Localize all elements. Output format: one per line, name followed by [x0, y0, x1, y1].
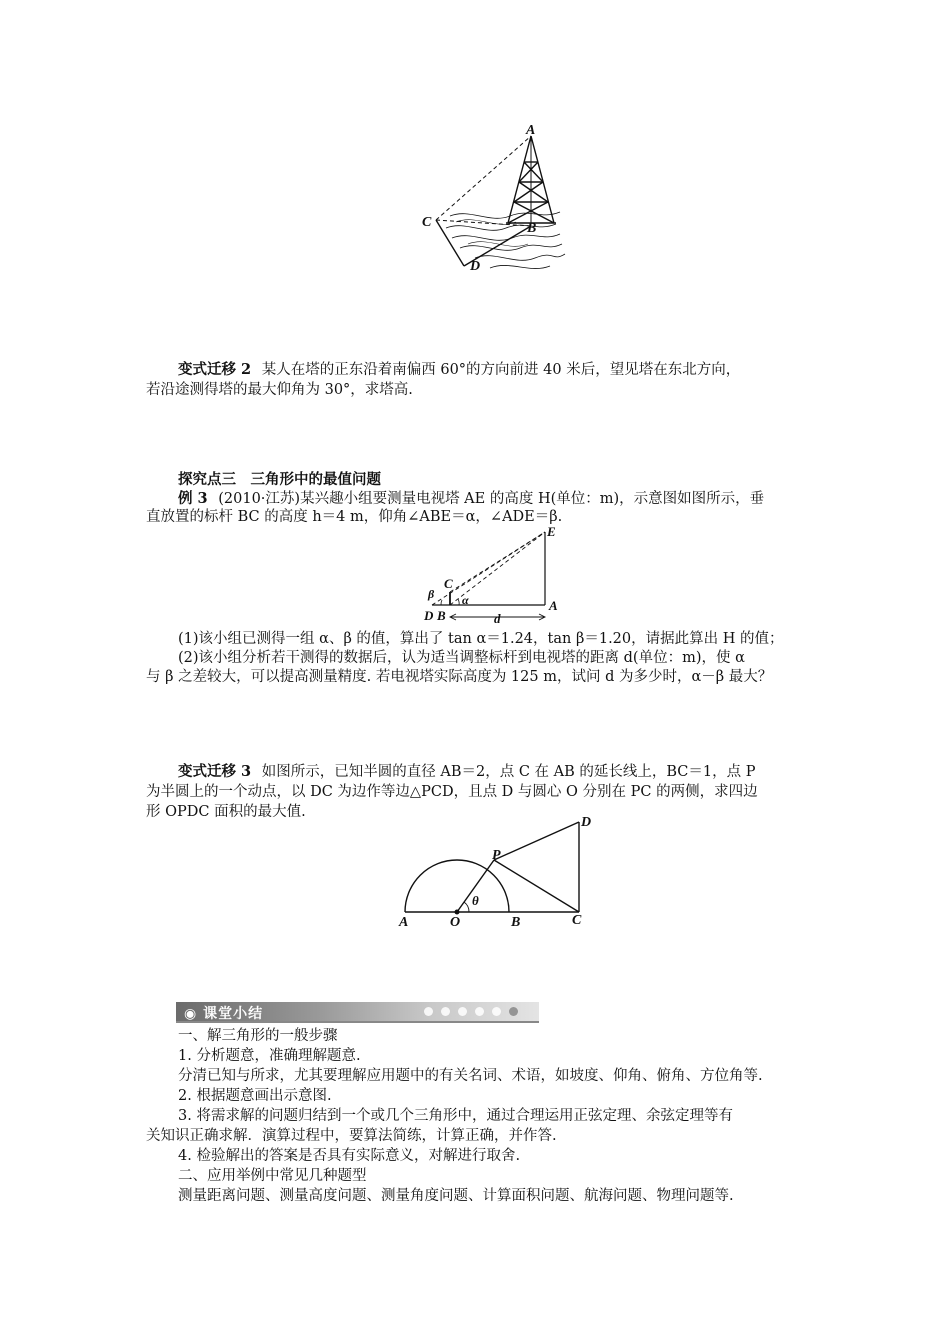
variant2-title: 变式迁移 2 [178, 361, 252, 378]
fig3-label-c: C [572, 913, 582, 928]
segment-pd [494, 822, 579, 860]
segment-pc [494, 860, 579, 912]
summary-banner [176, 1002, 539, 1023]
variant3-line1 [178, 762, 755, 782]
fig3-label-b: B [511, 915, 521, 930]
fig2-label-e: E [547, 524, 556, 539]
fig1-label-b: B [527, 221, 537, 236]
fig2-label-d: D [424, 608, 434, 623]
fig2-label-c: C [444, 576, 453, 591]
tv-tower-figure [420, 522, 570, 624]
sight-c-e [450, 532, 545, 592]
sight-line-ca [436, 136, 531, 220]
fig3-label-d: D [581, 815, 592, 830]
banner-dot-2 [441, 1007, 450, 1016]
banner-dot-3 [458, 1007, 467, 1016]
fig3-label-theta: θ [472, 893, 479, 908]
example3-q2b: 与 β 之差较大，可以提高测量精度. 若电视塔实际高度为 125 m，试问 d 为多少时，α－β 最大？ [146, 669, 773, 685]
summary-h1: 一、解三角形的一般步骤 [178, 1028, 338, 1044]
variant3-line3: 形 OPDC 面积的最大值. [146, 804, 306, 820]
summary-h2: 二、应用举例中常见几种题型 [178, 1168, 367, 1184]
semicircle-figure [395, 812, 605, 932]
summary-s3b: 关知识正确求解．演算过程中，要算法简练，计算正确，并作答. [146, 1128, 557, 1144]
banner-dot-5 [492, 1007, 501, 1016]
fig2-label-b: B [437, 608, 446, 623]
center-o-dot [455, 910, 460, 915]
fig3-label-o: O [450, 915, 461, 930]
summary-s3a: 3. 将需求解的问题归结到一个或几个三角形中，通过合理运用正弦定理、余弦定理等有 [178, 1108, 733, 1124]
tower-left-leg [508, 136, 531, 223]
example3-text1: (2010·江苏)某兴趣小组要测量电视塔 AE 的高度 H(单位：m)，示意图如图所示，垂 [218, 491, 765, 507]
section3-title: 探究点三 三角形中的最值问题 [178, 471, 381, 488]
variant3-text1: 如图所示，已知半圆的直径 AB＝2，点 C 在 AB 的延长线上，BC＝1，点 P [261, 764, 756, 780]
fig2-label-beta: β [428, 587, 435, 601]
fig2-label-dist: d [494, 611, 501, 626]
example3-label: 例 3 [178, 490, 208, 507]
fig3-label-p: P [492, 848, 501, 863]
fig2-label-alpha: α [462, 593, 469, 607]
summary-s2: 2. 根据题意画出示意图. [178, 1088, 332, 1104]
fig1-label-a: A [526, 123, 536, 138]
fig1-label-c: C [422, 215, 432, 230]
variant3-title: 变式迁移 3 [178, 763, 252, 780]
variant3-line2: 为半圆上的一个动点，以 DC 为边作等边△PCD，且点 D 与圆心 O 分别在 PC 的两侧，求四边 [146, 784, 758, 800]
example3-line2: 直放置的标杆 BC 的高度 h＝4 m，仰角∠ABE＝α，∠ADE＝β. [146, 509, 563, 525]
tower-right-leg [531, 136, 554, 223]
summary-header: ◉ 课堂小结 [184, 1006, 264, 1022]
semicircle-arc [405, 860, 509, 912]
example3-q1: (1)该小组已测得一组 α、β 的值，算出了 tan α＝1.24，tan β＝1.20，请据此算出 H 的值； [178, 631, 784, 647]
tower-figure [420, 120, 570, 280]
summary-s4: 4. 检验解出的答案是否具有实际意义，对解进行取舍. [178, 1148, 521, 1164]
banner-dot-4 [475, 1007, 484, 1016]
summary-s1: 1. 分析题意，准确理解题意. [178, 1048, 361, 1064]
example3-line1 [178, 489, 764, 509]
banner-dot-6 [509, 1007, 518, 1016]
variant2-line2: 若沿途测得塔的最大仰角为 30°，求塔高. [146, 382, 413, 398]
fig3-label-a: A [399, 915, 409, 930]
variant2-text1: 某人在塔的正东沿着南偏西 60°的方向前进 40 米后，望见塔在东北方向， [261, 362, 741, 378]
example3-q2a: (2)该小组分析若干测得的数据后，认为适当调整标杆到电视塔的距离 d(单位：m)，使 α [178, 650, 745, 666]
variant2-line1 [178, 360, 740, 380]
fig1-label-d: D [470, 259, 481, 274]
summary-s1b: 分清已知与所求，尤其要理解应用题中的有关名词、术语，如坡度、仰角、俯角、方位角等. [178, 1068, 763, 1084]
summary-s5: 测量距离问题、测量高度问题、测量角度问题、计算面积问题、航海问题、物理问题等. [178, 1188, 734, 1204]
fig2-label-a: A [549, 598, 558, 613]
banner-dot-1 [424, 1007, 433, 1016]
